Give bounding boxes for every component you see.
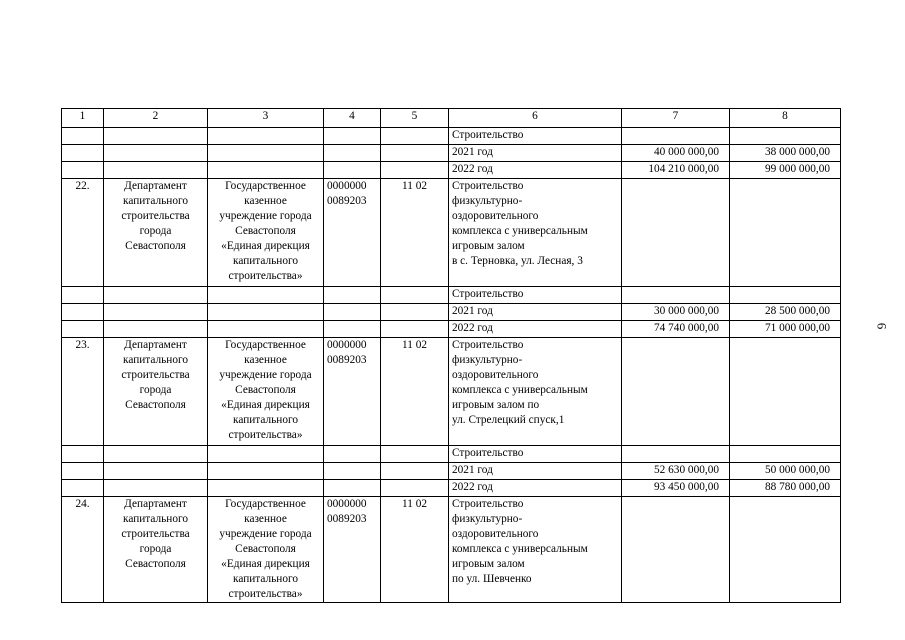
empty-cell (104, 304, 208, 321)
object-cell: 2021 год (449, 145, 622, 162)
section-cell: 11 02 (381, 179, 449, 287)
entry-row (62, 497, 841, 603)
department-cell-line: строительства (121, 528, 190, 540)
recipient-cell-line: учреждение города (219, 369, 312, 381)
code-cell-line: 0089203 (327, 354, 367, 366)
table-row (62, 463, 841, 480)
recipient-cell-line: Севастополя (235, 543, 296, 555)
empty-cell (104, 446, 208, 463)
object-description-line: Строительство (452, 339, 524, 351)
object-description-line: игровым залом (452, 558, 525, 570)
empty-cell (62, 162, 104, 179)
amount-cell-2022: 88 780 000,00 (730, 480, 841, 497)
section-cell: 11 02 (381, 338, 449, 446)
empty-cell (381, 162, 449, 179)
amount-cell-2022: 38 000 000,00 (730, 145, 841, 162)
amount-cell-2022: 71 000 000,00 (730, 321, 841, 338)
object-description-line: игровым залом (452, 240, 525, 252)
amount-cell-2021: 93 450 000,00 (622, 480, 730, 497)
empty-cell (104, 480, 208, 497)
empty-cell (208, 321, 324, 338)
code-cell-line: 0089203 (327, 513, 367, 525)
empty-cell (208, 287, 324, 304)
empty-cell (324, 162, 381, 179)
object-description-line: по ул. Шевченко (452, 573, 532, 585)
amount-cell-2021: 104 210 000,00 (622, 162, 730, 179)
empty-cell (104, 321, 208, 338)
recipient-cell-line: Государственное (225, 339, 306, 351)
department-cell (104, 497, 208, 603)
object-description-line: физкультурно- (452, 195, 523, 207)
department-cell-line: города (139, 384, 172, 396)
entry-number: 24. (62, 497, 104, 603)
object-description (449, 338, 622, 446)
recipient-cell-line: Севастополя (235, 384, 296, 396)
empty-cell (381, 446, 449, 463)
object-cell: 2022 год (449, 480, 622, 497)
empty-cell (208, 446, 324, 463)
department-cell-line: Департамент (124, 498, 187, 510)
entry-number: 22. (62, 179, 104, 287)
object-description-line: комплекса с универсальным (452, 225, 588, 237)
recipient-cell-line: «Единая дирекция (221, 558, 310, 570)
recipient-cell-line: Государственное (225, 180, 306, 192)
code-cell (324, 338, 381, 446)
amount-cell-2021: 52 630 000,00 (622, 463, 730, 480)
header-row (62, 109, 841, 128)
recipient-cell-line: казенное (244, 354, 287, 366)
header-cell-8: 8 (730, 109, 841, 128)
recipient-cell-line: строительства» (228, 588, 303, 600)
entry-row (62, 338, 841, 446)
recipient-cell-line: «Единая дирекция (221, 240, 310, 252)
recipient-cell-line: Севастополя (235, 225, 296, 237)
empty-cell (324, 145, 381, 162)
amount-cell-2022 (730, 287, 841, 304)
empty-cell (104, 463, 208, 480)
page-number: 6 (874, 322, 890, 330)
empty-cell (381, 287, 449, 304)
object-cell: 2022 год (449, 162, 622, 179)
recipient-cell-line: Государственное (225, 498, 306, 510)
department-cell-line: капитального (123, 513, 188, 525)
header-cell-6: 6 (449, 109, 622, 128)
empty-cell (381, 128, 449, 145)
object-description-line: комплекса с универсальным (452, 384, 588, 396)
object-description (449, 497, 622, 603)
object-cell: 2022 год (449, 321, 622, 338)
empty-cell (324, 128, 381, 145)
table-row (62, 128, 841, 145)
object-cell: Строительство (449, 128, 622, 145)
empty-cell (622, 497, 730, 603)
empty-cell (62, 446, 104, 463)
department-cell-line: Севастополя (125, 399, 186, 411)
empty-cell (104, 145, 208, 162)
object-description-line: оздоровительного (452, 369, 539, 381)
recipient-cell-line: строительства» (228, 270, 303, 282)
code-cell-line: 0000000 (327, 498, 367, 510)
department-cell (104, 338, 208, 446)
code-cell (324, 497, 381, 603)
department-cell-line: Департамент (124, 180, 187, 192)
recipient-cell (208, 497, 324, 603)
amount-cell-2022: 99 000 000,00 (730, 162, 841, 179)
amount-cell-2022 (730, 128, 841, 145)
table-row (62, 446, 841, 463)
amount-cell-2022: 50 000 000,00 (730, 463, 841, 480)
recipient-cell-line: капитального (233, 255, 298, 267)
object-description-line: в с. Терновка, ул. Лесная, 3 (452, 255, 583, 267)
header-cell-1: 1 (62, 109, 104, 128)
empty-cell (62, 287, 104, 304)
object-description-line: физкультурно- (452, 354, 523, 366)
table-row (62, 480, 841, 497)
empty-cell (324, 287, 381, 304)
recipient-cell-line: капитального (233, 414, 298, 426)
header-cell-5: 5 (381, 109, 449, 128)
department-cell-line: строительства (121, 210, 190, 222)
recipient-cell-line: учреждение города (219, 210, 312, 222)
empty-cell (208, 162, 324, 179)
recipient-cell-line: «Единая дирекция (221, 399, 310, 411)
table-row (62, 287, 841, 304)
department-cell-line: Севастополя (125, 558, 186, 570)
table-row (62, 162, 841, 179)
department-cell (104, 179, 208, 287)
empty-cell (208, 480, 324, 497)
empty-cell (208, 463, 324, 480)
empty-cell (324, 446, 381, 463)
recipient-cell-line: учреждение города (219, 528, 312, 540)
empty-cell (208, 128, 324, 145)
recipient-cell-line: капитального (233, 573, 298, 585)
object-description-line: Строительство (452, 498, 524, 510)
amount-cell-2022 (730, 446, 841, 463)
object-cell: 2021 год (449, 463, 622, 480)
empty-cell (324, 304, 381, 321)
table-row (62, 321, 841, 338)
empty-cell (62, 480, 104, 497)
header-cell-7: 7 (622, 109, 730, 128)
amount-cell-2021 (622, 446, 730, 463)
recipient-cell-line: строительства» (228, 429, 303, 441)
code-cell-line: 0089203 (327, 195, 367, 207)
department-cell-line: капитального (123, 354, 188, 366)
object-description-line: оздоровительного (452, 210, 539, 222)
empty-cell (730, 497, 841, 603)
object-description-line: Строительство (452, 180, 524, 192)
department-cell-line: капитального (123, 195, 188, 207)
empty-cell (381, 321, 449, 338)
amount-cell-2021: 40 000 000,00 (622, 145, 730, 162)
department-cell-line: Департамент (124, 339, 187, 351)
empty-cell (324, 463, 381, 480)
code-cell-line: 0000000 (327, 180, 367, 192)
empty-cell (730, 179, 841, 287)
amount-cell-2021 (622, 128, 730, 145)
department-cell-line: Севастополя (125, 240, 186, 252)
section-cell: 11 02 (381, 497, 449, 603)
empty-cell (730, 338, 841, 446)
object-description (449, 179, 622, 287)
recipient-cell-line: казенное (244, 513, 287, 525)
amount-cell-2021: 30 000 000,00 (622, 304, 730, 321)
object-description-line: ул. Стрелецкий спуск,1 (452, 414, 565, 426)
entry-row (62, 179, 841, 287)
empty-cell (208, 145, 324, 162)
object-description-line: оздоровительного (452, 528, 539, 540)
empty-cell (381, 145, 449, 162)
entry-number: 23. (62, 338, 104, 446)
amount-cell-2021: 74 740 000,00 (622, 321, 730, 338)
empty-cell (104, 162, 208, 179)
object-cell: Строительство (449, 287, 622, 304)
object-description-line: комплекса с универсальным (452, 543, 588, 555)
object-cell: Строительство (449, 446, 622, 463)
table-body (62, 109, 841, 603)
empty-cell (62, 321, 104, 338)
header-cell-4: 4 (324, 109, 381, 128)
recipient-cell (208, 179, 324, 287)
amount-cell-2022: 28 500 000,00 (730, 304, 841, 321)
object-description-line: игровым залом по (452, 399, 540, 411)
budget-table (61, 108, 841, 603)
empty-cell (104, 287, 208, 304)
code-cell-line: 0000000 (327, 339, 367, 351)
empty-cell (381, 463, 449, 480)
empty-cell (208, 304, 324, 321)
empty-cell (324, 321, 381, 338)
empty-cell (381, 304, 449, 321)
object-description-line: физкультурно- (452, 513, 523, 525)
header-cell-3: 3 (208, 109, 324, 128)
empty-cell (324, 480, 381, 497)
department-cell-line: города (139, 543, 172, 555)
header-cell-2: 2 (104, 109, 208, 128)
recipient-cell (208, 338, 324, 446)
empty-cell (62, 145, 104, 162)
empty-cell (62, 304, 104, 321)
department-cell-line: города (139, 225, 172, 237)
empty-cell (381, 480, 449, 497)
empty-cell (62, 128, 104, 145)
empty-cell (622, 179, 730, 287)
recipient-cell-line: казенное (244, 195, 287, 207)
code-cell (324, 179, 381, 287)
empty-cell (622, 338, 730, 446)
table-row (62, 304, 841, 321)
object-cell: 2021 год (449, 304, 622, 321)
empty-cell (104, 128, 208, 145)
amount-cell-2021 (622, 287, 730, 304)
empty-cell (62, 463, 104, 480)
department-cell-line: строительства (121, 369, 190, 381)
table-row (62, 145, 841, 162)
